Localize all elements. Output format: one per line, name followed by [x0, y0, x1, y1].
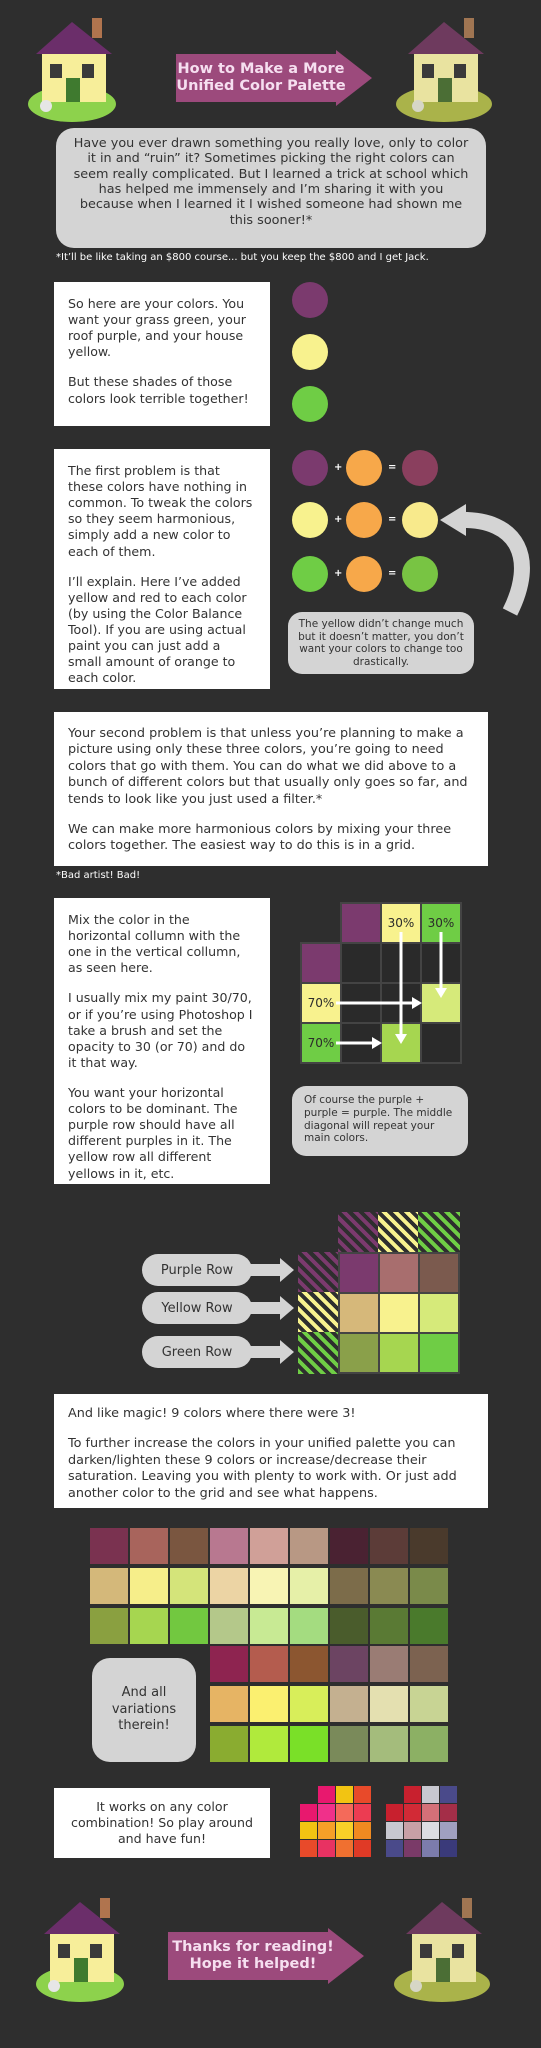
- house-illustration-footer-right: [386, 1894, 498, 2006]
- green-row-label: [142, 1336, 252, 1368]
- equals-sign: =: [388, 462, 397, 473]
- mix-explanation-p2: I usually mix my paint 30/70, or if you’re using Photoshop I take a brush and set the opacity to 30 (or 70) and do it that way.: [68, 990, 253, 1070]
- intro-bubble: [56, 128, 486, 248]
- mix-explanation-p1: Mix the color in the horizontal collumn with the one in the vertical collumn, as seen here.: [68, 912, 241, 976]
- mix-explanation-p3: You want your horizontal colors to be dominant. The purple row should have all different purples in it. The yellow row all different yellows in it, etc.: [68, 1084, 238, 1181]
- diagonal-note-text: Of course the purple + purple = purple. The middle diagonal will repeat your main colors.: [304, 1094, 453, 1145]
- balance-yellow-add: [346, 502, 382, 538]
- colors-intro-p1: So here are your colors. You want your grass green, your roof purple, and your house yellow.: [68, 296, 246, 360]
- house-illustration-left: [22, 14, 130, 126]
- any-combination-card: [54, 1788, 270, 1858]
- balance-green-base: [292, 556, 328, 592]
- nine-color-grid: [298, 1212, 460, 1374]
- bad-artist-footnote: *Bad artist! Bad!: [56, 870, 141, 881]
- pct-label-70-green: 70%: [307, 1036, 335, 1050]
- first-problem-p1: The first problem is that these colors have nothing in common. To tweak the colors so they seem harmonious, simply add a new color to each of them.: [68, 463, 253, 559]
- title-banner: [176, 50, 372, 106]
- pct-label-30-yellow: 30%: [387, 916, 415, 930]
- balance-green-result: [402, 556, 438, 592]
- thanks-line-1: Thanks for reading!: [172, 1939, 334, 1956]
- balance-purple-add: [346, 450, 382, 486]
- swatch-purple: [292, 282, 328, 318]
- equals-sign: =: [388, 514, 397, 525]
- first-problem-p2: I’ll explain. Here I’ve added yellow and red to each color (by using the Color Balance Tool). If you are using actual paint you can just add a small amount of orange to each color.: [68, 573, 247, 686]
- balance-green-add: [346, 556, 382, 592]
- thanks-banner: [168, 1928, 364, 1984]
- variation-palette-bottom: [210, 1646, 448, 1762]
- plus-sign: +: [334, 568, 343, 579]
- variations-bubble: [92, 1658, 196, 1762]
- magic-p2: To further increase the colors in your unified palette you can darken/lighten these 9 colors or increase/decrease their saturation. Leaving you with plenty to work with. Or just add another color to the grid and see what happens.: [68, 1436, 457, 1501]
- balance-yellow-base: [292, 502, 328, 538]
- variations-text: And all variations therein!: [111, 1685, 177, 1734]
- pct-label-30-green: 30%: [427, 916, 455, 930]
- house-illustration-footer-left: [30, 1894, 138, 2006]
- mix-arrows-icon: [300, 902, 462, 1064]
- purple-row-label: [142, 1254, 252, 1286]
- swatch-yellow: [292, 334, 328, 370]
- mixing-grid-diagram: [300, 902, 462, 1064]
- curved-arrow-icon: [440, 500, 540, 630]
- purple-row-text: Purple Row: [160, 1262, 234, 1278]
- plus-sign: +: [334, 514, 343, 525]
- magic-p1: And like magic! 9 colors where there were 3!: [68, 1406, 356, 1421]
- thanks-line-2: Hope it helped!: [189, 1956, 317, 1972]
- first-problem-card: [54, 449, 270, 689]
- diagonal-note-bubble: [292, 1086, 468, 1156]
- plus-sign: +: [334, 462, 343, 473]
- yellow-row-text: Yellow Row: [161, 1300, 233, 1316]
- second-problem-p2: We can make more harmonious colors by mixing your three colors together. The easiest way to do this is in a grid.: [68, 821, 452, 854]
- house-illustration-right: [388, 14, 500, 126]
- colors-intro-card: [54, 282, 270, 426]
- yellow-note-bubble: [288, 612, 474, 674]
- pct-label-70-yellow: 70%: [307, 996, 335, 1010]
- yellow-note-text: The yellow didn’t change much but it doesn’t matter, you don’t want your colors to change too drastically.: [298, 618, 464, 668]
- row-arrows-icon: [250, 1254, 296, 1368]
- footer: [0, 1884, 541, 2048]
- balance-purple-result: [402, 450, 438, 486]
- variation-palette-top: [90, 1528, 448, 1644]
- intro-footnote: *It’ll be like taking an $800 course... but you keep the $800 and I get Jack.: [56, 252, 429, 263]
- green-row-text: Green Row: [161, 1344, 233, 1360]
- any-combination-text: It works on any color combination! So play around and have fun!: [71, 1798, 253, 1847]
- header: [0, 0, 541, 130]
- title-line-2: Unified Color Palette: [176, 78, 346, 94]
- colors-intro-p2: But these shades of those colors look terrible together!: [68, 374, 249, 406]
- balance-purple-base: [292, 450, 328, 486]
- example-palette-cool: [386, 1786, 458, 1858]
- balance-yellow-result: [402, 502, 438, 538]
- mix-explanation-card: [54, 898, 270, 1184]
- second-problem-card: [54, 712, 488, 866]
- magic-card: [54, 1394, 488, 1508]
- intro-text: Have you ever drawn something you really love, only to color it in and “ruin” it? Sometimes picking the right colors can seem really complicated. But I learned a trick at school which has helped me immensely and I’m sharing it with you because when I learned it I wished someone had shown me this sooner!*: [73, 136, 469, 228]
- title-line-1: How to Make a More: [177, 61, 345, 78]
- second-problem-p1: Your second problem is that unless you’re planning to make a picture using only these three colors, you’re going to need colors that go with them. You can do what we did above to a bunch of different colors but that usually only goes so far, and tends to look like you just used a filter.*: [68, 726, 468, 807]
- equals-sign: =: [388, 568, 397, 579]
- yellow-row-label: [142, 1292, 252, 1324]
- example-palette-warm: [300, 1786, 372, 1858]
- swatch-green: [292, 386, 328, 422]
